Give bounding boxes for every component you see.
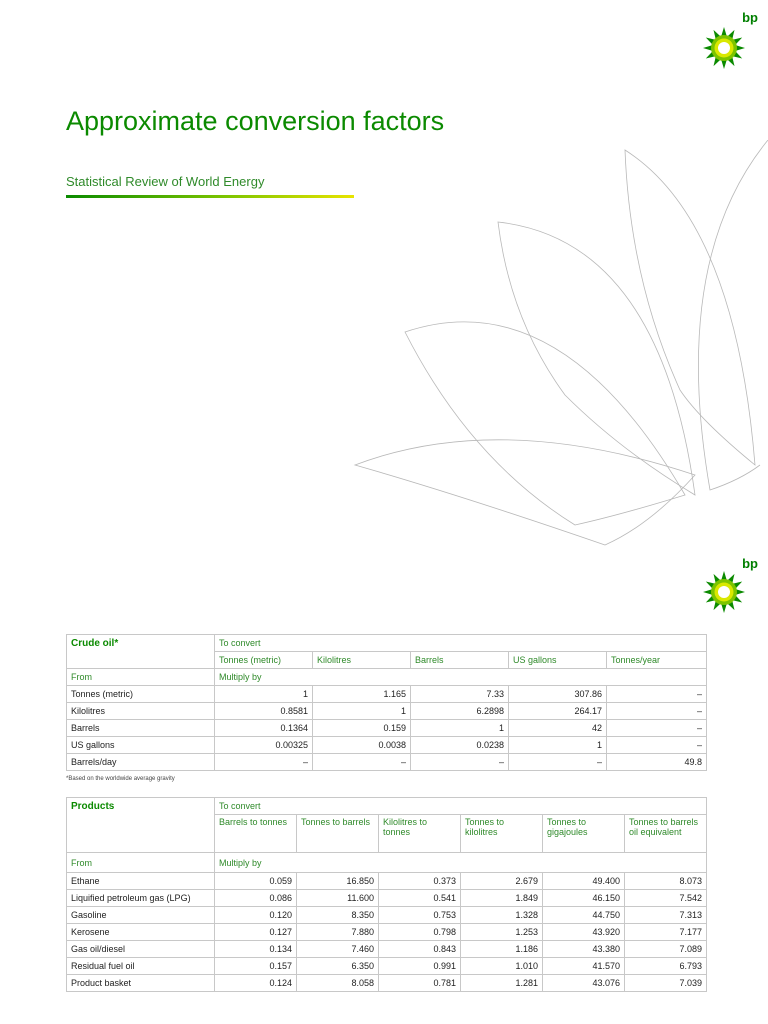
- table-row: [67, 958, 707, 975]
- to-convert-label: To convert: [215, 635, 707, 652]
- column-header: Tonnes to gigajoules: [543, 815, 625, 853]
- decorative-petals: [350, 140, 768, 560]
- table-cell: 7.177: [625, 924, 707, 941]
- table-cell: 16.850: [297, 873, 379, 890]
- table-cell: –: [313, 754, 411, 771]
- table-cell: 1.253: [461, 924, 543, 941]
- table-cell: 7.880: [297, 924, 379, 941]
- crude-oil-title: Crude oil*: [67, 635, 215, 669]
- table-cell: 41.570: [543, 958, 625, 975]
- table-cell: 0.753: [379, 907, 461, 924]
- table-cell: 8.058: [297, 975, 379, 992]
- table-cell: 6.793: [625, 958, 707, 975]
- table-cell: 1: [509, 737, 607, 754]
- table-cell: –: [607, 720, 707, 737]
- table-cell: 43.076: [543, 975, 625, 992]
- table-cell: 0.0238: [411, 737, 509, 754]
- table-cell: 7.313: [625, 907, 707, 924]
- table-cell: 46.150: [543, 890, 625, 907]
- crude-oil-table: [66, 634, 707, 771]
- table-cell: 0.059: [215, 873, 297, 890]
- bp-logo-middle: [702, 556, 758, 622]
- table-cell: 1.281: [461, 975, 543, 992]
- gradient-rule: [66, 195, 354, 198]
- table-cell: 49.400: [543, 873, 625, 890]
- table-cell: 7.039: [625, 975, 707, 992]
- table-cell: 0.1364: [215, 720, 313, 737]
- column-header: Barrels to tonnes: [215, 815, 297, 853]
- table-cell: 1.849: [461, 890, 543, 907]
- table-cell: 1.010: [461, 958, 543, 975]
- table-cell: –: [607, 703, 707, 720]
- multiply-by-label: Multiply by: [215, 669, 707, 686]
- table-cell: 0.0038: [313, 737, 411, 754]
- table-cell: 6.2898: [411, 703, 509, 720]
- row-label: US gallons: [67, 737, 215, 754]
- table-row: [67, 737, 707, 754]
- bp-logo-text: bp: [742, 556, 758, 571]
- table-cell: 8.073: [625, 873, 707, 890]
- table-cell: 0.124: [215, 975, 297, 992]
- table-cell: 7.460: [297, 941, 379, 958]
- table-row: [67, 975, 707, 992]
- table-cell: 0.991: [379, 958, 461, 975]
- crude-oil-footnote: *Based on the worldwide average gravity: [66, 776, 175, 782]
- table-cell: 42: [509, 720, 607, 737]
- table-cell: 43.380: [543, 941, 625, 958]
- to-convert-label: To convert: [215, 798, 707, 815]
- table-cell: 44.750: [543, 907, 625, 924]
- column-header: Kilolitres: [313, 652, 411, 669]
- table-cell: 0.120: [215, 907, 297, 924]
- table-cell: 0.781: [379, 975, 461, 992]
- helios-icon: [702, 570, 746, 614]
- table-row: [67, 890, 707, 907]
- table-cell: 1.165: [313, 686, 411, 703]
- row-label: Kerosene: [67, 924, 215, 941]
- table-row: [67, 754, 707, 771]
- table-row: [67, 941, 707, 958]
- table-row: [67, 924, 707, 941]
- table-row: [67, 720, 707, 737]
- table-cell: 2.679: [461, 873, 543, 890]
- bp-logo-top: [702, 10, 758, 76]
- table-cell: 1.328: [461, 907, 543, 924]
- row-label: Barrels: [67, 720, 215, 737]
- bp-logo-text: bp: [742, 10, 758, 25]
- table-cell: 11.600: [297, 890, 379, 907]
- column-header: Kilolitres to tonnes: [379, 815, 461, 853]
- table-cell: 0.159: [313, 720, 411, 737]
- table-cell: –: [509, 754, 607, 771]
- row-label: Barrels/day: [67, 754, 215, 771]
- column-header: Tonnes to barrels: [297, 815, 379, 853]
- table-cell: 0.798: [379, 924, 461, 941]
- row-label: Ethane: [67, 873, 215, 890]
- column-header: Barrels: [411, 652, 509, 669]
- table-cell: 0.157: [215, 958, 297, 975]
- from-label: From: [67, 669, 215, 686]
- table-row: [67, 873, 707, 890]
- table-cell: 6.350: [297, 958, 379, 975]
- column-header: Tonnes to kilolitres: [461, 815, 543, 853]
- helios-icon: [702, 26, 746, 70]
- row-label: Gas oil/diesel: [67, 941, 215, 958]
- table-cell: 1: [411, 720, 509, 737]
- table-cell: 0.00325: [215, 737, 313, 754]
- table-row: [67, 703, 707, 720]
- column-header: Tonnes/year: [607, 652, 707, 669]
- table-cell: 0.086: [215, 890, 297, 907]
- table-cell: 264.17: [509, 703, 607, 720]
- row-label: Product basket: [67, 975, 215, 992]
- table-cell: 43.920: [543, 924, 625, 941]
- table-cell: 0.373: [379, 873, 461, 890]
- table-row: [67, 907, 707, 924]
- table-cell: 0.843: [379, 941, 461, 958]
- table-cell: 7.542: [625, 890, 707, 907]
- table-cell: –: [215, 754, 313, 771]
- table-cell: 1.186: [461, 941, 543, 958]
- table-cell: 7.33: [411, 686, 509, 703]
- from-label: From: [67, 853, 215, 873]
- row-label: Liquified petroleum gas (LPG): [67, 890, 215, 907]
- row-label: Kilolitres: [67, 703, 215, 720]
- table-row: [67, 686, 707, 703]
- row-label: Gasoline: [67, 907, 215, 924]
- table-cell: 1: [313, 703, 411, 720]
- table-cell: –: [411, 754, 509, 771]
- row-label: Tonnes (metric): [67, 686, 215, 703]
- table-cell: 0.541: [379, 890, 461, 907]
- table-cell: 0.127: [215, 924, 297, 941]
- table-cell: 0.8581: [215, 703, 313, 720]
- column-header: Tonnes (metric): [215, 652, 313, 669]
- table-cell: –: [607, 737, 707, 754]
- table-cell: 307.86: [509, 686, 607, 703]
- table-cell: –: [607, 686, 707, 703]
- column-header: US gallons: [509, 652, 607, 669]
- table-cell: 0.134: [215, 941, 297, 958]
- products-title: Products: [67, 798, 215, 853]
- column-header: Tonnes to barrels oil equivalent: [625, 815, 707, 853]
- page-title: Approximate conversion factors: [66, 106, 445, 136]
- table-cell: 7.089: [625, 941, 707, 958]
- products-table: [66, 797, 707, 992]
- table-cell: 49.8: [607, 754, 707, 771]
- multiply-by-label: Multiply by: [215, 853, 707, 873]
- table-cell: 1: [215, 686, 313, 703]
- page-subtitle: Statistical Review of World Energy: [66, 174, 265, 189]
- row-label: Residual fuel oil: [67, 958, 215, 975]
- table-cell: 8.350: [297, 907, 379, 924]
